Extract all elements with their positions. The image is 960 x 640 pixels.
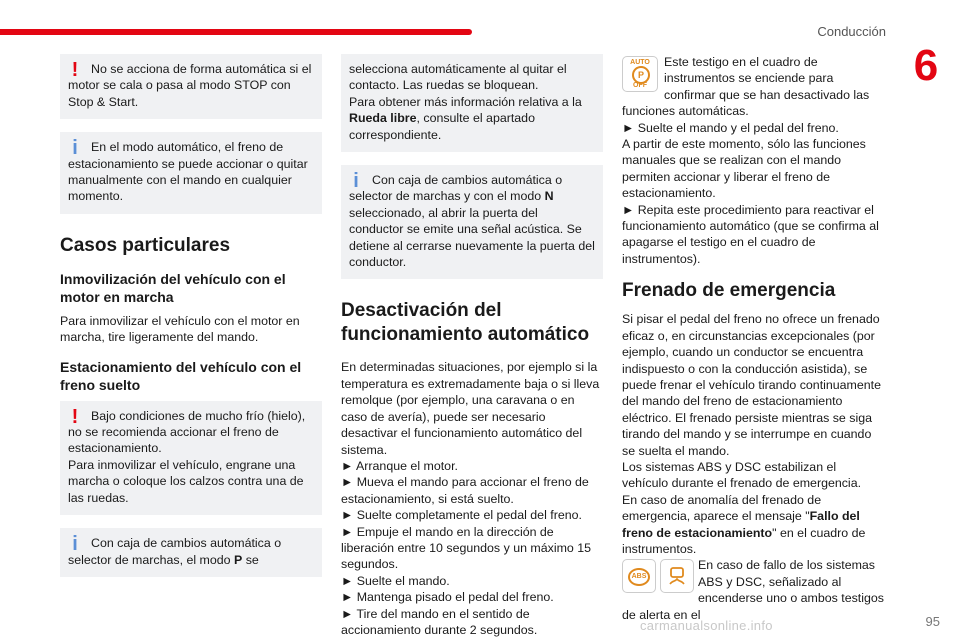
info-text-2: Para obtener más información relativa a la Rueda libre, consulte el apartado correspondiente. <box>349 94 582 142</box>
step-1: ► Arranque el motor. <box>341 458 458 473</box>
dsc-warning-icon <box>660 559 694 593</box>
info-text-1: selecciona automáticamente al quitar el contacto. Las ruedas se bloquean. <box>349 62 567 93</box>
warning-icon: ! <box>71 405 79 428</box>
paragraph-manual-only: A partir de este momento, sólo las funciones manuales que se realizan con el mando permiten accionar y liberar el freno de estacionamiento. <box>622 137 866 201</box>
auto-p-off-warning-icon: AUTO P OFF <box>622 56 658 92</box>
paragraph-frenado: Si pisar el pedal del freno no ofrece un frenado eficaz o, en circunstancias excepcionales (por ejemplo, cuando un conductor se encuentra indispuesto o con la conducción asistida), se puede frenar el vehículo tirando continuamente del mando del freno de estacionamiento eléctrico. El frenado persiste mientras se siga tirando del mando y se interrumpe en cuando se suelta el mando. <box>622 312 881 458</box>
chapter-number: 6 <box>913 41 939 90</box>
watermark: carmanualsonline.info <box>640 618 773 633</box>
step-6: ► Mantenga pisado el pedal del freno. <box>341 590 554 605</box>
step-4: ► Empuje el mando en la dirección de liberación entre 10 segundos y un máximo 15 segundos. <box>341 524 592 572</box>
section-title: Conducción <box>817 24 886 39</box>
abs-warning-icon: ABS <box>622 559 656 593</box>
info-text: En el modo automático, el freno de estacionamiento se puede accionar o quitar manualmente con el mando en cualquier momento. <box>68 140 308 204</box>
abs-dsc-indicator <box>622 557 884 623</box>
info-icon: i <box>353 170 359 193</box>
step-5: ► Suelte el mando. <box>341 573 450 588</box>
info-icon: i <box>72 533 78 556</box>
info-box-continued <box>341 54 603 152</box>
paragraph-desactivacion: En determinadas situaciones, por ejemplo si la temperatura es extremadamente baja o si lleva remolque (por ejemplo, una caravana o en caso de avería), puede ser necesario desactivar el funcionamiento automático del sistema. <box>341 360 600 457</box>
warning-text: No se acciona de forma automática si el motor se cala o pasa al modo STOP con Stop & Start. <box>68 62 312 109</box>
column-2 <box>341 54 603 638</box>
info-text: Con caja de cambios automática o selector de marchas y con el modo N seleccionado, al abrir la puerta del conductor se emite una señal acústica. Se detiene al cerrarse nuevamente la puerta del conductor. <box>349 173 595 270</box>
paragraph-anomalia: En caso de anomalía del frenado de emergencia, aparece el mensaje "Fallo del freno de estacionamiento" en el cuadro de instrumentos. <box>622 492 866 556</box>
column-3 <box>622 54 884 623</box>
info-box-neutral <box>341 165 603 279</box>
paragraph-inmovilizacion: Para inmovilizar el vehículo con el motor en marcha, tire ligeramente del mando. <box>60 313 300 345</box>
heading-estacionamiento: Estacionamiento del vehículo con el freno suelto <box>60 358 302 393</box>
warning-text-2: Para inmovilizar el vehículo, engrane una marcha o coloque los calzos contra una de las ruedas. <box>68 457 304 505</box>
top-accent-bar <box>0 29 472 35</box>
step-7: ► Tire del mando en el sentido de accionamiento durante 2 segundos. <box>341 606 538 637</box>
step-repeat: ► Repita este procedimiento para reactivar el funcionamiento automático (que se confirma al apagarse el testigo en el cuadro de instrumentos). <box>622 202 879 266</box>
page-number: 95 <box>925 614 940 629</box>
heading-frenado-emergencia: Frenado de emergencia <box>622 280 836 302</box>
auto-off-indicator <box>622 54 884 120</box>
warning-icon: ! <box>71 59 79 81</box>
warning-box-stall <box>60 54 322 119</box>
heading-desactivacion: Desactivación del funcionamiento automático <box>341 300 590 346</box>
paragraph-abs-dsc: Los sistemas ABS y DSC estabilizan el vehículo durante el frenado de emergencia. <box>622 459 862 491</box>
warning-text-1: Bajo condiciones de mucho frío (hielo), no se recomienda accionar el freno de estacionamiento. <box>68 408 306 456</box>
info-box-manual <box>60 132 322 214</box>
step-3: ► Suelte completamente el pedal del freno. <box>341 508 582 523</box>
paragraph-testigo: Este testigo en el cuadro de instrumentos se enciende para confirmar que se han desactivado las funciones automáticas. <box>622 55 870 119</box>
step-2: ► Mueva el mando para accionar el freno de estacionamiento, si está suelto. <box>341 475 589 506</box>
heading-casos-particulares: Casos particulares <box>60 234 231 256</box>
paragraph-fallo: En caso de fallo de los sistemas ABS y DSC, señalizado al encenderse uno o ambos testigos de alerta en el <box>622 558 884 622</box>
info-icon: i <box>72 137 78 160</box>
info-text: Con caja de cambios automática o selector de marchas, el modo P se <box>68 536 282 567</box>
column-1 <box>60 54 322 590</box>
step-release: ► Suelte el mando y el pedal del freno. <box>622 120 839 135</box>
heading-inmovilizacion: Inmovilización del vehículo con el motor en marcha <box>60 270 286 305</box>
info-box-gearbox <box>60 528 322 577</box>
warning-box-cold <box>60 401 322 515</box>
